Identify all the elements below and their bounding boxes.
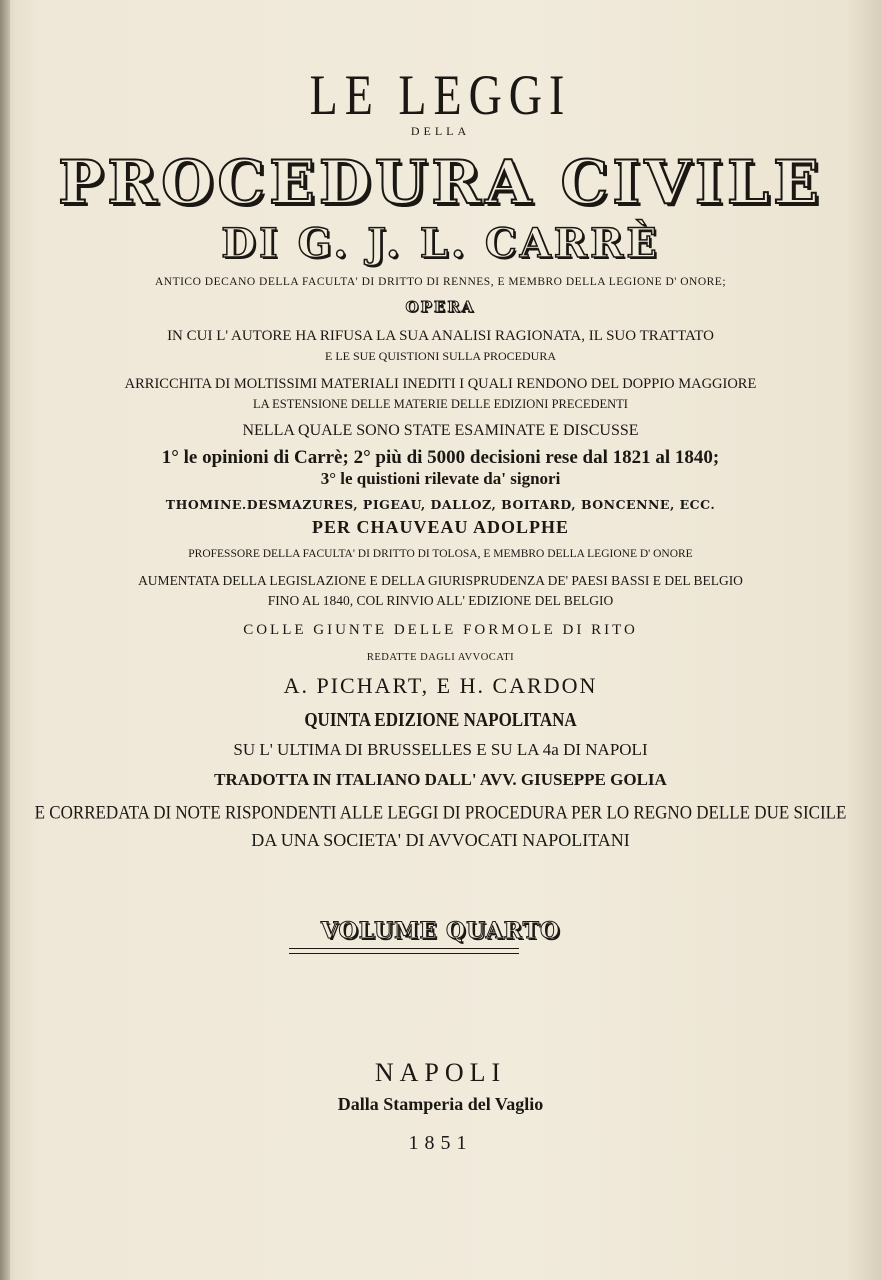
description-line-19: E CORREDATA DI NOTE RISPONDENTI ALLE LEGGI DI PROCEDURA PER LO REGNO DELLE DUE SICILE (34, 802, 847, 823)
title-main: LE LEGGI (309, 62, 572, 127)
editor-name: PER CHAUVEAU ADOLPHE (311, 517, 569, 537)
description-line-20: DA UNA SOCIETA' DI AVVOCATI NAPOLITANI (251, 830, 630, 850)
imprint-year: 1851 (408, 1132, 473, 1154)
description-line-1: IN CUI L' AUTORE HA RIFUSA LA SUA ANALISI RAGIONATA, IL SUO TRATTATO (167, 328, 714, 344)
description-line-5: NELLA QUALE SONO STATE ESAMINATE E DISCUSSE (242, 422, 639, 439)
opera-label: OPERA (405, 298, 476, 316)
description-line-14: REDATTE DAGLI AVVOCATI (366, 652, 515, 663)
description-line-7: 3° le quistioni rilevate da' signori (320, 469, 561, 488)
description-line-17: SU L' ULTIMA DI BRUSSELLES E SU LA 4a DI NAPOLI (233, 740, 648, 759)
description-line-6: 1° le opinioni di Carrè; 2° più di 5000 decisioni rese dal 1821 al 1840; (161, 447, 720, 468)
volume-rule-lower (289, 953, 519, 954)
description-line-4: LA ESTENSIONE DELLE MATERIE DELLE EDIZIONI PRECEDENTI (253, 397, 628, 411)
cited-authors: THOMINE.DESMAZURES, PIGEAU, DALLOZ, BOITARD, BONCENNE, ECC. (165, 497, 716, 512)
imprint-printer: Dalla Stamperia del Vaglio (337, 1094, 544, 1114)
title-subject: PROCEDURA CIVILE (58, 148, 823, 218)
translator-line: TRADOTTA IN ITALIANO DALL' AVV. GIUSEPPE GOLIA (214, 770, 667, 789)
description-line-11: AUMENTATA DELLA LEGISLAZIONE E DELLA GIURISPRUDENZA DE' PAESI BASSI E DEL BELGIO (138, 573, 743, 588)
description-line-3: ARRICCHITA DI MOLTISSIMI MATERIALI INEDITI I QUALI RENDONO DEL DOPPIO MAGGIORE (124, 376, 757, 392)
author-role: ANTICO DECANO DELLA FACULTA' DI DRITTO DI RENNES, E MEMBRO DELLA LEGIONE D' ONORE; (154, 276, 727, 288)
author-name: DI G. J. L. CARRÈ (221, 220, 660, 267)
description-line-13: COLLE GIUNTE DELLE FORMOLE DI RITO (243, 622, 638, 638)
volume-label: VOLUME QUARTO (320, 918, 561, 944)
lawyers-names: A. PICHART, E H. CARDON (283, 673, 598, 698)
imprint-city: NAPOLI (374, 1058, 507, 1087)
title-della: DELLA (410, 124, 471, 138)
description-line-2: E LE SUE QUISTIONI SULLA PROCEDURA (325, 349, 556, 363)
volume-rule-upper (289, 948, 519, 949)
edition-label: QUINTA EDIZIONE NAPOLITANA (304, 708, 577, 731)
editor-role: PROFESSORE DELLA FACULTA' DI DRITTO DI TOLOSA, E MEMBRO DELLA LEGIONE D' ONORE (188, 548, 693, 560)
description-line-12: FINO AL 1840, COL RINVIO ALL' EDIZIONE DEL BELGIO (267, 593, 614, 608)
